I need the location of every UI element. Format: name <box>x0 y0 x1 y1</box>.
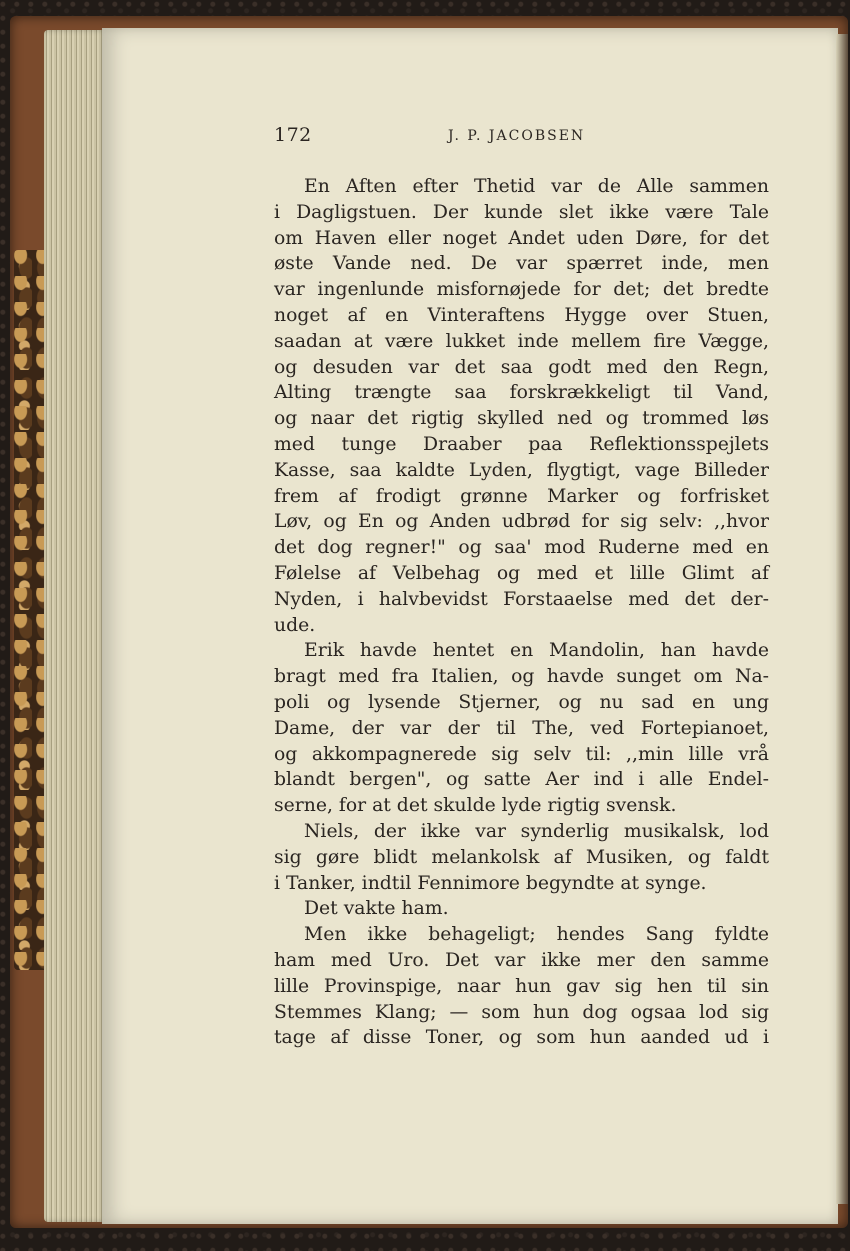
text-line: Stemmes Klang; — som hun dog ogsaa lod sig <box>274 1001 769 1023</box>
text-line: bragt med fra Italien, og havde sunget om Na- <box>274 666 769 688</box>
text-line: Nyden, i halvbevidst Forstaaelse med det der- <box>274 588 769 610</box>
text-line: En Aften efter Thetid var de Alle sammen <box>304 176 769 197</box>
text-line: og akkompagnerede sig selv til: ,,min lille vrå <box>274 743 769 765</box>
text-line: Løv, og En og Anden udbrød for sig selv: ,,hvor <box>274 511 769 533</box>
text-line: ude. <box>274 614 316 636</box>
text-line: saadan at være lukket inde mellem fire Vægge, <box>274 330 769 352</box>
text-line: noget af en Vinteraftens Hygge over Stuen, <box>274 304 769 326</box>
marbled-endpaper <box>14 250 48 970</box>
running-head: J. P. JACOBSEN <box>448 128 586 144</box>
text-line: Alting trængte saa forskrækkeligt til Vand, <box>274 382 769 404</box>
text-line: sig gøre blidt melankolsk af Musiken, og faldt <box>274 846 769 868</box>
text-line: med tunge Draaber paa Reflektionsspejlets <box>274 433 769 455</box>
text-line: Dame, der var der til The, ved Fortepianoet, <box>274 717 769 739</box>
text-line: og naar det rigtig skylled ned og trommed løs <box>274 408 769 430</box>
text-line: tage af disse Toner, og som hun aanded ud i <box>274 1027 769 1049</box>
text-line: poli og lysende Stjerner, og nu sad en ung <box>274 691 769 713</box>
page-number: 172 <box>274 124 312 146</box>
text-line: frem af frodigt grønne Marker og forfrisket <box>274 485 769 507</box>
text-line: øste Vande ned. De var spærret inde, men <box>274 253 769 275</box>
body-text <box>274 174 769 1051</box>
text-line: serne, for at det skulde lyde rigtig svensk. <box>274 795 677 817</box>
text-line: Men ikke behageligt; hendes Sang fyldte <box>304 924 769 946</box>
text-line: Erik havde hentet en Mandolin, han havde <box>304 640 769 662</box>
text-line: Følelse af Velbehag og med et lille Glimt af <box>274 562 769 584</box>
page-edges <box>44 30 108 1222</box>
text-line: blandt bergen", og satte Aer ind i alle Endel- <box>274 769 769 791</box>
text-line: Kasse, saa kaldte Lyden, flygtigt, vage Billeder <box>274 459 769 481</box>
text-line: var ingenlunde misfornøjede for det; det bredte <box>274 279 769 301</box>
text-line: ham med Uro. Det var ikke mer den samme <box>274 949 769 971</box>
text-line: i Dagligstuen. Der kunde slet ikke være Tale <box>274 201 769 223</box>
text-line: Niels, der ikke var synderlig musikalsk, lod <box>304 820 769 842</box>
text-line: lille Provinspige, naar hun gav sig hen til sin <box>274 975 769 997</box>
page-header <box>274 124 774 148</box>
text-line: i Tanker, indtil Fennimore begyndte at synge. <box>274 872 707 894</box>
page-gutter-shadow <box>836 34 848 1204</box>
text-line: det dog regner!" og saa' mod Ruderne med en <box>274 537 769 559</box>
text-line: om Haven eller noget Andet uden Døre, for det <box>274 227 769 249</box>
text-line: Det vakte ham. <box>304 898 449 920</box>
text-line: og desuden var det saa godt med den Regn, <box>274 356 769 378</box>
